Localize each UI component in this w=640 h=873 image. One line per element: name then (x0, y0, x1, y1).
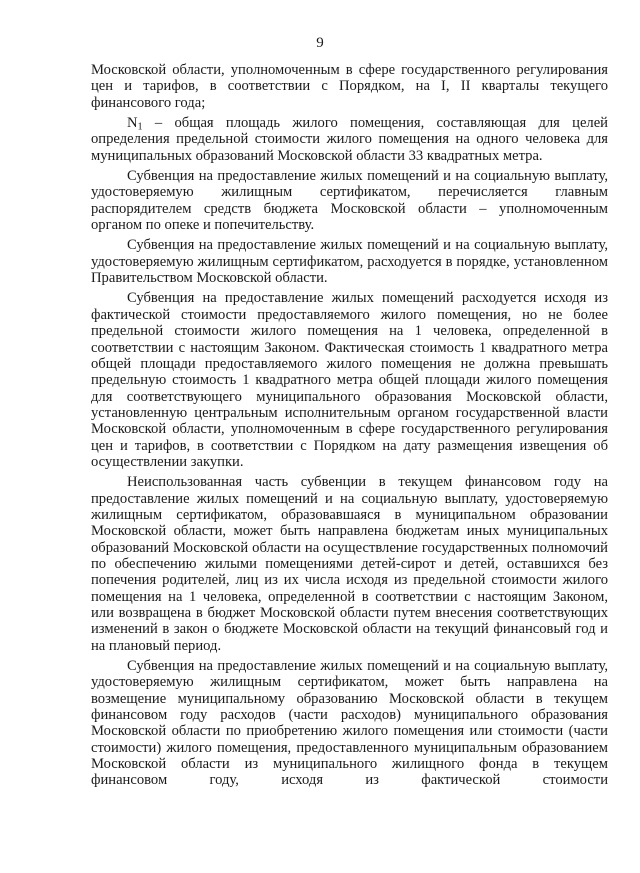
paragraph-7: Субвенция на предоставление жилых помещений и на социальную выплату, удостоверяемую жилищным сертификатом, может быть направлена на возмещение муниципальному образованию Московской области в текущем финансовом году расходов (части расходов) муниципального образования Московской области по приобретению жилого помещения или стоимости (части стоимости) жилого помещения, предоставленного муниципальным образованием Московской области из муниципального жилищного фонда в текущем финансовом году, исходя из фактической стоимости (91, 658, 608, 789)
paragraph-1: Московской области, уполномоченным в сфере государственного регулирования цен и тарифов, в соответствии с Порядком, на I, II кварталы текущего финансового года; (91, 62, 608, 111)
document-body (91, 62, 608, 793)
paragraph-5: Субвенция на предоставление жилых помещений расходуется исходя из фактической стоимости предоставляемого жилого помещения, но не более предельной стоимости жилого помещения на 1 человека, определенной в соответствии с настоящим Законом. Фактическая стоимость 1 квадратного метра общей площади предоставляемого жилого помещения не должна превышать предельную стоимость 1 квадратного метра общей площади жилого помещения для соответствующего муниципального образования Московской области, установленную центральным исполнительным органом государственной власти Московской области, уполномоченным в сфере государственного регулирования цен и тарифов, в соответствии с Порядком на дату размещения извещения об осуществлении закупки. (91, 290, 608, 470)
formula-symbol-subscript: 1 (137, 121, 143, 133)
paragraph-6: Неиспользованная часть субвенции в текущем финансовом году на предоставление жилых помещений и на социальную выплату, удостоверяемую жилищным сертификатом, образовавшаяся в муниципальном образовании Московской области, может быть направлена бюджетам иных муниципальных образований Московской области на осуществление государственных полномочий по обеспечению жилыми помещениями детей-сирот и детей, оставшихся без попечения родителей, лиц из их числа исходя из предельной стоимости жилого помещения на 1 человека, определенной в соответствии с настоящим Законом, или возвращена в бюджет Московской области путем внесения соответствующих изменений в закон о бюджете Московской области на текущий финансовый год и на плановый период. (91, 474, 608, 654)
paragraph-2 (91, 115, 608, 164)
paragraph-4: Субвенция на предоставление жилых помещений и на социальную выплату, удостоверяемую жилищным сертификатом, расходуется в порядке, установленном Правительством Московской области. (91, 237, 608, 287)
paragraph-3: Субвенция на предоставление жилых помещений и на социальную выплату, удостоверяемую жилищным сертификатом, перечисляется главным распорядителем средств бюджета Московской области – уполномоченным органом по опеке и попечительству. (91, 168, 608, 234)
paragraph-2-text: – общая площадь жилого помещения, составляющая для целей определения предельной стоимости жилого помещения на одного человека для муниципальных образований Московской области 33 квадратных метра. (91, 115, 608, 164)
page-number: 9 (316, 35, 324, 51)
formula-symbol-n: N (127, 115, 138, 132)
